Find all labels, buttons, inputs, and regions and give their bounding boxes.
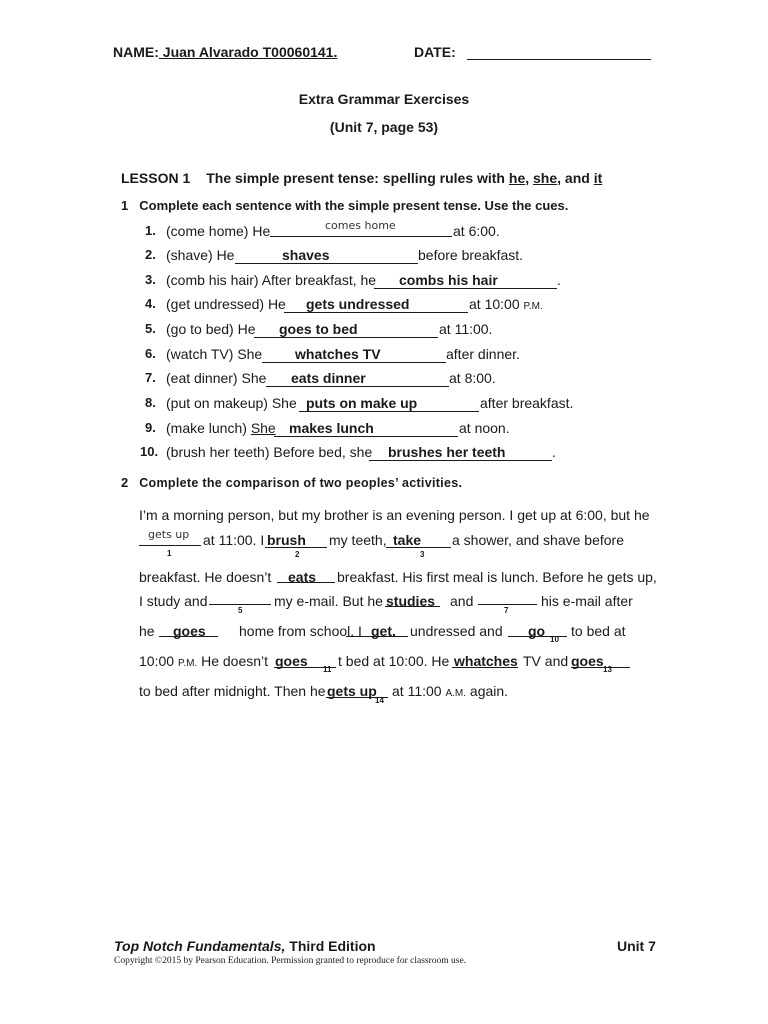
exercise1-number: 1 — [121, 198, 129, 213]
answer-blank[interactable] — [284, 312, 468, 313]
item-tail: before breakfast. — [418, 247, 524, 263]
item-cue: (put on makeup) She — [166, 395, 297, 411]
blank-number: 14 — [375, 696, 384, 705]
item-cue: (come home) He — [166, 223, 271, 239]
blank-number: 11 — [323, 665, 332, 674]
lesson-label: LESSON 1 — [121, 170, 191, 186]
paragraph-text: I — [358, 623, 362, 639]
handwritten-answer: gets up — [148, 528, 190, 541]
answer-blank[interactable] — [369, 460, 552, 461]
paragraph-text: to bed at — [571, 623, 626, 639]
answer-text: eats dinner — [291, 370, 366, 386]
item-number: 9. — [145, 420, 156, 435]
paragraph-text: my teeth, — [329, 532, 387, 548]
item-cue: (shave) He — [166, 247, 235, 263]
answer-text: gets undressed — [306, 296, 410, 312]
answer-blank[interactable] — [262, 362, 446, 363]
answer-text: goes to bed — [279, 321, 358, 337]
item-tail: . — [557, 272, 561, 288]
answer-blank[interactable] — [235, 263, 418, 264]
answer-text: makes lunch — [289, 420, 374, 436]
blank-5[interactable] — [209, 604, 271, 605]
lesson-comma: , — [525, 170, 534, 186]
item-cue-text: (make lunch) — [166, 420, 251, 436]
paragraph-text: breakfast. His first meal is lunch. Before he gets up, — [337, 569, 657, 585]
item-cue: (eat dinner) She — [166, 370, 267, 386]
handwritten-answer: comes home — [325, 219, 396, 232]
item-number: 4. — [145, 296, 156, 311]
answer-text: puts on make up — [306, 395, 418, 411]
answer-blank[interactable] — [374, 288, 557, 289]
item-cue: (get undressed) He — [166, 296, 286, 312]
item-number: 8. — [145, 395, 156, 410]
footer-book — [114, 938, 376, 954]
item-tail: . — [552, 444, 556, 460]
paragraph-text: at 11:00. I — [203, 532, 265, 548]
blank-number: 7 — [504, 606, 509, 615]
date-field[interactable] — [467, 59, 651, 60]
item-cue — [166, 420, 276, 436]
paragraph-text-b: He doesn’t — [197, 653, 269, 669]
answer-blank[interactable] — [274, 436, 458, 437]
answer-text: goes — [571, 653, 604, 669]
copyright: Copyright ©2015 by Pearson Education. Permission granted to reproduce for classroom use. — [114, 956, 467, 966]
paragraph-text: undressed and — [410, 623, 503, 639]
item-tail — [469, 296, 543, 312]
item-tail: at 11:00. — [439, 321, 493, 337]
paragraph-text: he — [139, 623, 155, 639]
item-cue: (brush her teeth) Before bed, she — [166, 444, 373, 460]
paragraph-text — [139, 653, 268, 669]
answer-blank[interactable] — [266, 386, 449, 387]
item-number: 10. — [140, 444, 159, 459]
page-title: Extra Grammar Exercises — [298, 91, 470, 107]
exercise1-heading — [121, 198, 568, 213]
answer-text: studies — [386, 593, 436, 609]
footer-unit: Unit 7 — [617, 938, 656, 954]
blank-number: 13 — [603, 665, 612, 674]
answer-text: whatches — [454, 653, 518, 669]
am-label: A.M. — [445, 688, 467, 699]
time-text: at 11:00 — [392, 683, 446, 699]
lesson-he: he — [508, 170, 526, 186]
lesson-she: she — [533, 170, 558, 186]
paragraph-text: home from school. — [239, 623, 355, 639]
exercise2-heading — [121, 475, 462, 490]
answer-text: gets up — [327, 683, 377, 699]
blank-7[interactable] — [478, 604, 537, 605]
answer-text: get. — [371, 623, 396, 639]
lesson-it: it — [593, 170, 603, 186]
item-number: 7. — [145, 370, 156, 385]
item-number: 1. — [145, 223, 156, 238]
lesson-and: , and — [557, 170, 594, 186]
paragraph-text: my e-mail. But he — [274, 593, 383, 609]
item-cue: (watch TV) She — [166, 346, 263, 362]
paragraph-text — [392, 683, 508, 699]
lesson-title: The simple present tense: spelling rules with — [206, 170, 509, 186]
blank-number: 1 — [167, 549, 172, 558]
item-cue: (go to bed) He — [166, 321, 256, 337]
item-cue-she: She — [250, 420, 276, 436]
blank-number: 2 — [295, 550, 300, 559]
paragraph-text-end: again. — [466, 683, 509, 699]
item-cue: (comb his hair) After breakfast, he — [166, 272, 377, 288]
paragraph-text: TV and — [523, 653, 569, 669]
item-number: 6. — [145, 346, 156, 361]
item-tail: after breakfast. — [480, 395, 574, 411]
blank-1[interactable] — [139, 545, 201, 546]
answer-text: combs his hair — [399, 272, 498, 288]
name-label: NAME: — [113, 44, 159, 60]
name-line — [113, 44, 337, 60]
blank-number: 10 — [550, 635, 559, 644]
item-tail: at noon. — [459, 420, 510, 436]
paragraph-text: a shower, and shave before — [452, 532, 625, 548]
answer-text: go — [528, 623, 546, 639]
paragraph-text: breakfast. He doesn’t — [139, 569, 272, 585]
answer-text: goes — [173, 623, 206, 639]
paragraph-text: t bed at 10:00. He — [338, 653, 450, 669]
paragraph-text: I study and — [139, 593, 208, 609]
paragraph-text: and — [450, 593, 474, 609]
exercise2-instruction: Complete the comparison of two peoples’ activities. — [139, 476, 463, 490]
paragraph-text: his e-mail after — [541, 593, 633, 609]
blank-number: 5 — [238, 606, 243, 615]
answer-text: whatches TV — [295, 346, 381, 362]
blank-number: 3 — [420, 550, 425, 559]
item-tail: at 6:00. — [453, 223, 500, 239]
answer-text: brushes her teeth — [388, 444, 506, 460]
book-title: Top Notch Fundamentals, — [114, 938, 286, 954]
answer-text: shaves — [282, 247, 330, 263]
pm-label: P.M. — [177, 658, 198, 669]
paragraph-text: to bed after midnight. Then he — [139, 683, 326, 699]
pm-label: P.M. — [523, 301, 543, 312]
item-tail: after dinner. — [446, 346, 520, 362]
answer-text: eats — [288, 569, 317, 585]
name-value[interactable]: Juan Alvarado T00060141. — [158, 44, 338, 60]
time-text: 10:00 — [139, 653, 178, 669]
item-number: 3. — [145, 272, 156, 287]
answer-text: brush — [267, 532, 306, 548]
answer-blank[interactable] — [254, 337, 438, 338]
exercise2-number: 2 — [121, 475, 129, 490]
item-number: 5. — [145, 321, 156, 336]
book-edition: Third Edition — [285, 938, 376, 954]
date-label: DATE: — [414, 44, 456, 60]
paragraph-line: I’m a morning person, but my brother is an evening person. I get up at 6:00, but he — [139, 507, 650, 523]
item-number: 2. — [145, 247, 156, 262]
answer-text: take — [393, 532, 422, 548]
answer-text: goes — [275, 653, 308, 669]
lesson-heading — [121, 170, 602, 186]
item-tail: at 8:00. — [449, 370, 496, 386]
item-tail-text: at 10:00 — [469, 296, 524, 312]
exercise1-instruction: Complete each sentence with the simple present tense. Use the cues. — [139, 198, 569, 213]
answer-blank[interactable] — [299, 411, 479, 412]
page-subtitle: (Unit 7, page 53) — [329, 119, 439, 135]
answer-blank[interactable] — [270, 236, 452, 237]
